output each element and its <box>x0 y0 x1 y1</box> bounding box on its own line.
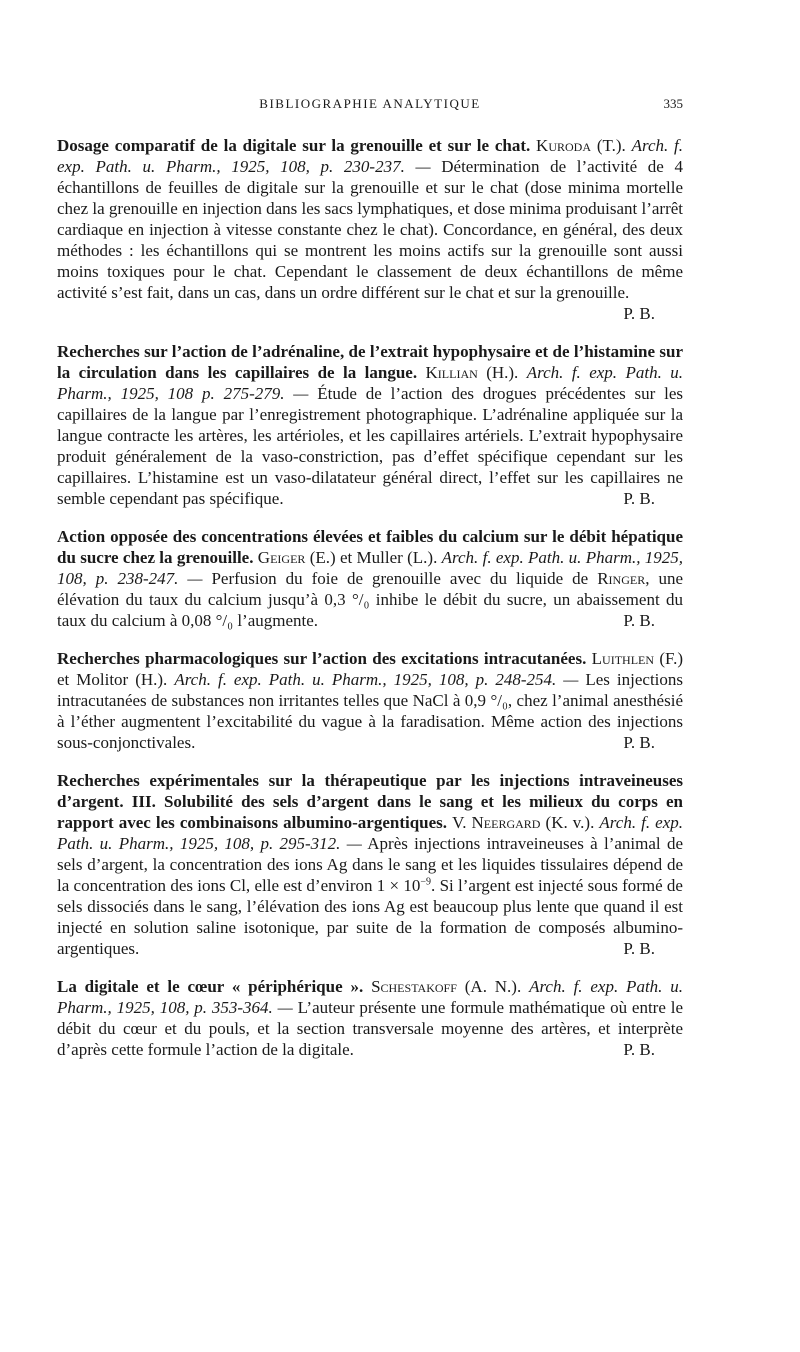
entry-initials: (A. N.). <box>464 977 522 996</box>
page-number: 335 <box>663 96 683 111</box>
entry-signature: P. B. <box>623 939 655 958</box>
entry-initials: (T.). <box>596 136 626 155</box>
running-title: BIBLIOGRAPHIE ANALYTIQUE <box>259 96 481 111</box>
bibliography-entry <box>57 135 683 324</box>
entry-author: Geiger <box>257 548 306 567</box>
entry-body: L’auteur présente une formule mathématique où entre le débit du cœur et du pouls, et la section transversale moyenne des artères, et interprète d’après cette formule l’action de la digitale. <box>57 998 683 1059</box>
entry-body-continued: . Si l’argent est injecté sous formé de sels dissociés dans le sang, l’élévation des ions Ag est beaucoup plus lente que quand il est injecté en solution saline isotonique, par suite de la formation de composés albumino-argentiques. <box>57 876 683 958</box>
entry-author: V. Neergard <box>452 813 541 832</box>
entry-signature: P. B. <box>623 1040 655 1059</box>
entry-body-continued: , une élévation du taux du calcium jusqu’à 0,3 °/₀ inhibe le débit du sucre, un abaissement du taux du calcium à 0,08 °/₀ l’augmente. <box>57 569 684 630</box>
bibliography-entry <box>57 770 683 959</box>
entry-author: Luithlen <box>591 649 655 668</box>
entry-title: Recherches sur l’action de l’adrénaline, de l’extrait hypophysaire et de l’histamine sur la circulation dans les capillaires de la langue. <box>57 342 683 382</box>
entry-body: Étude de l’action des drogues précédentes sur les capillaires de la langue par l’enregistrement photographique. L’adrénaline appliquée sur la langue contracte les artères, les artérioles, et les capillaires artériels. L’extrait hypophysaire produit généralement de la vaso-constriction, pas d’effet spécifique cependant sur les capillaires. L’histamine est un vaso-dilatateur général direct, l’effet sur les capillaires ne semble cependant pas spécifique. <box>57 384 683 508</box>
entry-author: Schestakoff <box>371 977 457 996</box>
entry-initials: (E.) et Muller (L.). <box>309 548 438 567</box>
entry-signature: P. B. <box>623 611 655 630</box>
entry-signature: P. B. <box>623 304 655 323</box>
entry-title: Recherches pharmacologiques sur l’action des excitations intracutanées. <box>57 649 587 668</box>
entry-body: Perfusion du foie de grenouille avec du liquide de <box>211 569 598 588</box>
entry-citation: Arch. f. exp. Path. u. Pharm., 1925, 108 p. 275-279. — <box>57 363 683 403</box>
entry-initials: (K. v.). <box>545 813 595 832</box>
entry-title: Action opposée des concentrations élevées et faibles du calcium sur le débit hépatique du sucre chez la grenouille. <box>57 527 683 567</box>
entry-title: Recherches expérimentales sur la thérapeutique par les injections intraveineuses d’argent. III. Solubilité des sels d’argent dans le sang et les milieux du corps en rapport avec les combinaisons albumino-argentiques. <box>57 771 683 832</box>
entry-title: La digitale et le cœur « périphérique ». <box>57 977 364 996</box>
bibliography-entry <box>57 526 683 631</box>
entry-signature: P. B. <box>623 489 655 508</box>
bibliography-entry <box>57 341 683 509</box>
entry-author: Killian <box>425 363 478 382</box>
entry-citation: Arch. f. exp. Path. u. Pharm., 1925, 108, p. 230-237. — <box>57 136 684 176</box>
entry-body: Après injections intraveineuses à l’animal de sels d’argent, la concentration des ions Ag dans le sang et les liquides tissulaires dépend de la concentration des ions Cl, elle est d’environ 1 × 10 <box>57 834 683 895</box>
running-header <box>57 96 683 118</box>
page <box>57 96 683 1060</box>
entry-body: Les injections intracutanées de substances non irritantes telles que NaCl à 0,9 °/₀, chez l’animal anesthésié à l’éther augmentent l’excitabilité du vague à la faradisation. Même action des injections sous-conjonctivales. <box>57 670 684 752</box>
entry-citation: Arch. f. exp. Path. u. Pharm., 1925, 108, p. 238-247. — <box>57 548 684 588</box>
entry-body: Détermination de l’activité de 4 échantillons de feuilles de digitale sur la grenouille et sur le chat (dose minima mortelle chez la grenouille en injection dans les sacs lymphatiques, et dose minima produisant l’arrêt cardiaque en injection à vitesse constante chez le chat). Concordance, en général, des deux méthodes : les échantillons qui se montrent les moins actifs sur la grenouille sont aussi moins toxiques pour le chat. Cependant le classement de deux échantillons de même activité s’est fait, dans un cas, dans un ordre différent sur le chat et sur la grenouille. <box>57 157 683 302</box>
entry-body-smallcaps: Ringer <box>597 569 646 588</box>
entry-author: Kuroda <box>536 136 591 155</box>
entry-initials: (H.). <box>486 363 519 382</box>
bibliography-entry <box>57 976 683 1060</box>
exponent: −9 <box>420 876 432 888</box>
entry-title: Dosage comparatif de la digitale sur la grenouille et sur le chat. <box>57 136 531 155</box>
entry-citation: Arch. f. exp. Path. u. Pharm., 1925, 108, p. 353-364. — <box>57 977 683 1017</box>
bibliography-entry <box>57 648 683 753</box>
entry-initials: (F.) et Molitor (H.). <box>57 649 684 689</box>
entry-citation: Arch. f. exp. Path. u. Pharm., 1925, 108, p. 248-254. — <box>174 670 579 689</box>
entry-signature: P. B. <box>623 733 655 752</box>
entry-citation: Arch. f. exp. Path. u. Pharm., 1925, 108, p. 295-312. — <box>57 813 684 853</box>
